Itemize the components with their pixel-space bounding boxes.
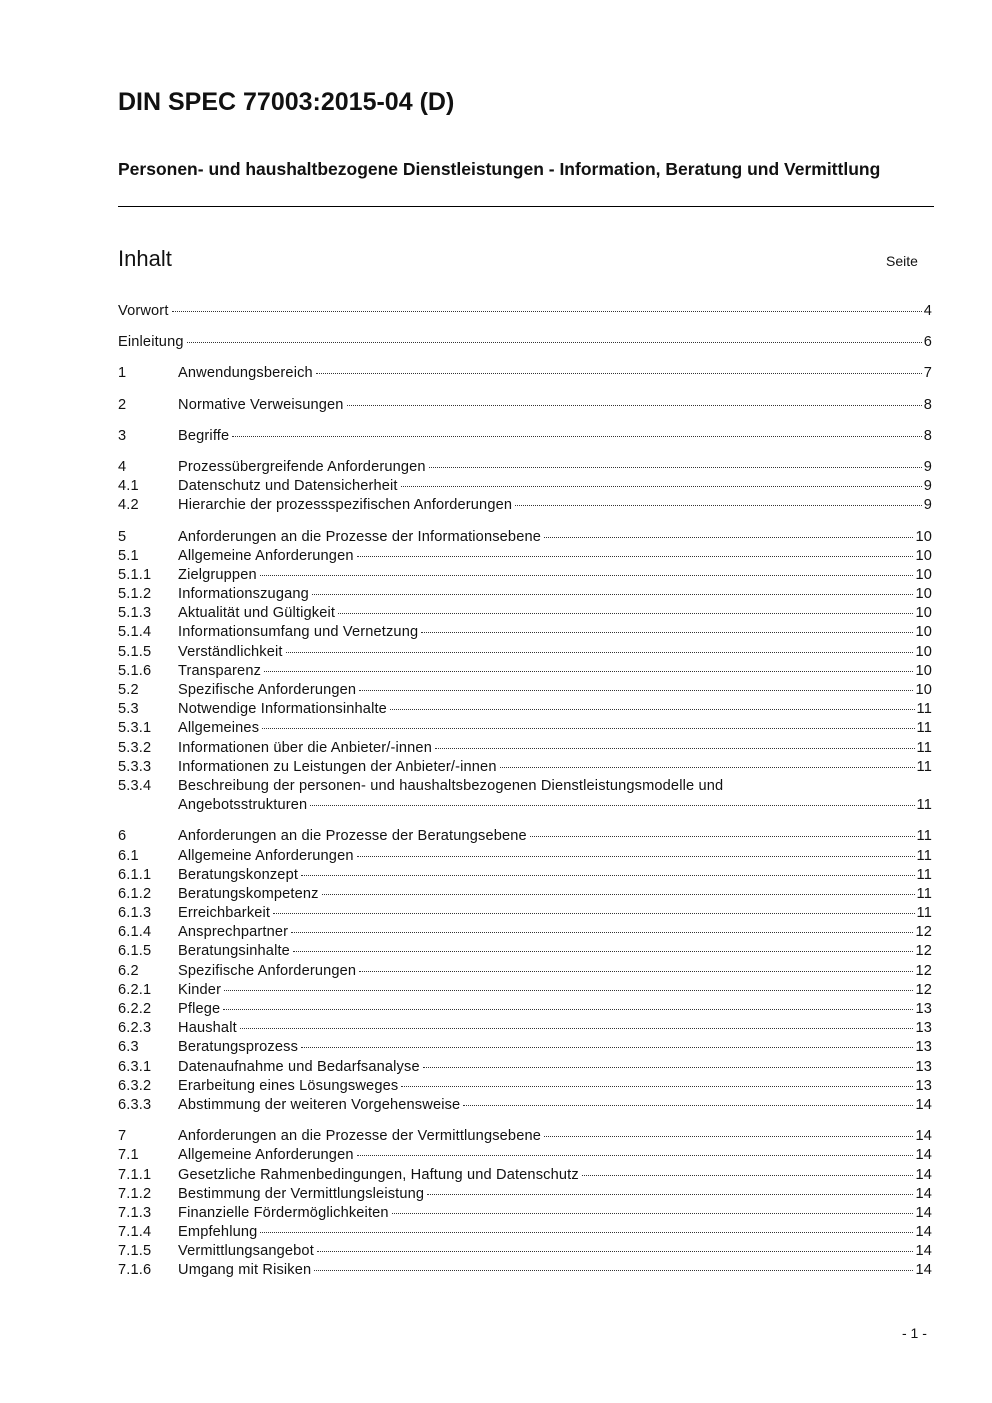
toc-entry-number: 6.1.4 [118,924,152,941]
toc-entry-number: 5.1.5 [118,643,152,660]
dot-leader [301,875,915,876]
toc-entry-title-row [178,885,932,904]
dot-leader [224,990,913,991]
toc-entry-number: 5.3.1 [118,720,152,737]
dot-leader [359,690,913,691]
toc-entry-number: 3 [118,427,127,444]
toc-entry[interactable] [118,866,932,885]
toc-entry[interactable] [118,1096,932,1115]
dot-leader [187,342,922,343]
toc-entry-page: 13 [915,1001,932,1017]
toc-entry-number: 5.1.1 [118,566,152,583]
toc-entry-title: Zielgruppen [178,566,257,583]
toc-entry-title: Datenaufnahme und Bedarfsanalyse [178,1058,420,1075]
toc-entry-title: Beratungsinhalte [178,943,290,960]
toc-entry-title-row [178,643,932,662]
dot-leader [316,373,922,374]
toc-entry[interactable] [118,662,932,681]
toc-entry-title-row [178,758,932,777]
toc-entry-number: 5.1 [118,547,139,564]
dot-leader [286,652,914,653]
toc-entry[interactable] [118,1019,932,1038]
toc-entry-number: 5.1.3 [118,605,152,622]
toc-entry-page: 11 [916,885,932,902]
toc-entry[interactable] [118,923,932,942]
toc-entry-number: 6.1.3 [118,905,152,922]
toc-entry-number: 5.3.4 [118,777,152,794]
toc-entry-number: 6.3.2 [118,1077,152,1094]
dot-leader [357,556,914,557]
dot-leader [401,486,922,487]
toc-entry-title-continuation [178,796,932,815]
toc-entry[interactable] [118,1127,932,1146]
toc-group [118,333,932,352]
toc-entry-title-row [178,364,932,383]
toc-entry[interactable] [118,1058,932,1077]
toc-entry-title-row [178,739,932,758]
toc-entry[interactable] [118,528,932,547]
toc-entry-title: Allgemeine Anforderungen [178,847,354,864]
toc-entry[interactable] [118,758,932,777]
toc-entry-page: 14 [915,1262,932,1279]
dot-leader [260,1232,913,1233]
toc-entry[interactable] [118,1242,932,1261]
dot-leader [314,1270,913,1271]
toc-entry-page: 11 [916,797,932,814]
toc-entry[interactable] [118,566,932,585]
toc-entry-title-row [178,1242,932,1261]
toc-entry-number: 6.1.2 [118,885,152,902]
toc-entry[interactable] [118,364,932,383]
toc-entry-title: Erarbeitung eines Lösungsweges [178,1077,399,1094]
toc-entry[interactable] [118,302,932,321]
toc-entry-number: 6.1 [118,847,139,864]
dot-leader [421,632,913,633]
dot-leader [240,1028,914,1029]
toc-entry-number: 7.1.1 [118,1166,152,1183]
toc-entry-title-row [178,981,932,1000]
dot-leader [500,767,915,768]
dot-leader [359,971,913,972]
toc-entry-title-row [178,866,932,885]
toc-entry-number: 7.1.6 [118,1262,152,1279]
dot-leader [392,1213,914,1214]
page-number: - 1 - [902,1325,927,1341]
toc-entry-title: Normative Verweisungen [178,396,344,413]
toc-entry-number: 6.3 [118,1039,139,1056]
toc-entry-number: 5.3.3 [118,758,152,775]
toc-entry-title: Allgemeine Anforderungen [178,547,354,564]
toc-heading: Inhalt [118,246,172,271]
toc-entry[interactable] [118,739,932,758]
toc-entry[interactable] [118,1000,932,1019]
dot-leader [264,671,913,672]
toc-entry-page: 8 [923,427,932,444]
toc-entry-title-row [118,302,932,321]
toc-entry-title: Anforderungen an die Prozesse der Vermittlungsebene [178,1128,541,1145]
toc-entry-page: 12 [915,924,932,941]
toc-entry[interactable] [118,1077,932,1096]
toc-entry-page: 6 [923,334,932,351]
toc-entry[interactable] [118,1223,932,1242]
toc-entry-title: Informationsumfang und Vernetzung [178,624,419,641]
toc-entry[interactable] [118,643,932,662]
toc-entry-title-row [178,1077,932,1096]
toc-entry-title-row [178,1038,932,1057]
toc-entry-page: 11 [916,828,932,845]
toc-group [118,427,932,446]
toc-entry[interactable] [118,458,932,477]
toc-entry[interactable] [118,942,932,961]
toc-entry-title: Begriffe [178,427,230,444]
toc-entry[interactable] [118,585,932,604]
toc-group [118,364,932,383]
toc-entry-title-row [178,1000,932,1019]
toc-entry[interactable] [118,827,932,846]
toc-entry-page: 10 [915,605,932,622]
toc-entry-title-row [178,847,932,866]
toc-entry[interactable] [118,333,932,352]
toc-entry-title: Gesetzliche Rahmenbedingungen, Haftung und Datenschutz [178,1166,579,1183]
dot-leader [390,709,915,710]
toc-entry-title-row [118,333,932,352]
toc-entry-page: 12 [915,962,932,979]
toc-entry-title-row [178,396,932,415]
toc-entry-number: 6.2.1 [118,981,152,998]
toc-entry-title-row [178,700,932,719]
dot-leader [423,1067,914,1068]
toc-entry-page: 10 [915,624,932,641]
toc-entry-page: 10 [915,547,932,564]
toc-entry-title: Beschreibung der personen- und haushaltsbezogenen Dienstleistungsmodelle und [178,777,724,794]
toc-entry-title: Ansprechpartner [178,924,289,941]
toc-entry-title: Notwendige Informationsinhalte [178,701,387,718]
toc-entry-title: Vermittlungsangebot [178,1243,314,1260]
toc-entry[interactable] [118,496,932,515]
toc-entry-title: Vorwort [118,303,169,319]
toc-entry[interactable] [118,1166,932,1185]
toc-entry-title-row [178,923,932,942]
toc-entry-number: 1 [118,365,127,382]
toc-entry-page: 14 [915,1224,932,1241]
toc-entry-page: 11 [916,905,932,922]
toc-entry-number: 5.1.2 [118,586,152,603]
toc-entry-title-row [178,496,932,515]
toc-entry-title: Informationen zu Leistungen der Anbieter/-innen [178,758,497,775]
dot-leader [301,1047,913,1048]
toc-group [118,528,932,816]
document-subtitle: Personen- und haushaltbezogene Dienstleistungen - Information, Beratung und Vermittlung [118,159,881,179]
toc-entry-number: 6.3.1 [118,1058,152,1075]
toc-entry-title-row [178,604,932,623]
toc-entry-number: 5.1.4 [118,624,152,641]
toc-entry-title-row [178,477,932,496]
toc-entry-title: Haushalt [178,1020,237,1037]
toc-entry-title-row [178,904,932,923]
toc-entry[interactable] [118,477,932,496]
toc-entry-title-row [178,962,932,981]
toc-entry-title-row [178,827,932,846]
toc-entry-title: Allgemeines [178,720,260,737]
toc-entry[interactable] [118,981,932,1000]
toc-entry-title-row [178,528,932,547]
toc-entry-title: Erreichbarkeit [178,905,271,922]
toc-entry-title-row [178,1127,932,1146]
toc-entry[interactable] [118,1185,932,1204]
toc-entry-number: 6.1.1 [118,866,152,883]
toc-entry-page: 4 [923,303,932,319]
toc-entry-page: 13 [915,1020,932,1037]
toc-entry-page: 13 [915,1077,932,1094]
toc-entry[interactable] [118,396,932,415]
dot-leader [260,575,914,576]
toc-entry-number: 4 [118,458,127,475]
toc-entry-number: 4.1 [118,478,139,495]
dot-leader [357,1155,914,1156]
toc-entry-number: 7.1.2 [118,1185,152,1202]
toc-entry-page: 10 [915,643,932,660]
toc-entry-title: Hierarchie der prozessspezifischen Anforderungen [178,497,513,514]
toc-entry[interactable] [118,1146,932,1165]
toc-entry-title: Anforderungen an die Prozesse der Beratungsebene [178,828,527,845]
toc-group [118,302,932,321]
toc-entry-title: Einleitung [118,334,184,351]
toc-entry-page: 11 [916,720,932,737]
toc-entry-page: 13 [915,1039,932,1056]
toc-entry-page: 7 [923,365,932,382]
dot-leader [544,1136,913,1137]
toc-entry-page: 10 [915,662,932,679]
dot-leader [515,505,922,506]
toc-entry-title: Pflege [178,1001,221,1017]
dot-leader [262,728,914,729]
toc-entry-page: 14 [915,1147,932,1164]
toc-entry-title-row [178,1096,932,1115]
dot-leader [322,894,915,895]
toc-entry-page: 10 [915,566,932,583]
toc-entry-title-row [178,1146,932,1165]
toc-entry-number: 7.1.5 [118,1243,152,1260]
toc-entry-page: 11 [916,739,932,756]
toc-entry-page: 10 [915,682,932,698]
toc-entry-page: 14 [915,1204,932,1221]
toc-entry-number: 5 [118,528,127,545]
toc-entry-number: 5.3 [118,701,139,718]
toc-entry[interactable] [118,604,932,623]
dot-leader [310,805,914,806]
toc-entry-title: Anwendungsbereich [178,365,313,382]
title-divider [118,206,934,207]
toc-entry-title: Transparenz [178,662,262,679]
toc-entry-number: 5.1.6 [118,662,152,679]
document-title: DIN SPEC 77003:2015-04 (D) [118,88,455,116]
toc-entry-title: Beratungskonzept [178,866,299,883]
toc-entry-title: Informationszugang [178,586,309,603]
toc-entry-title: Umgang mit Risiken [178,1262,312,1279]
dot-leader [291,932,913,933]
toc-entry[interactable] [118,777,932,815]
toc-entry[interactable] [118,847,932,866]
toc-group [118,458,932,516]
toc-entry-title-row [178,662,932,681]
toc-entry-title: Anforderungen an die Prozesse der Informationsebene [178,528,541,545]
toc-entry[interactable] [118,427,932,446]
toc-entry-number: 7.1.4 [118,1224,152,1241]
toc-entry[interactable] [118,885,932,904]
toc-entry-page: 10 [915,586,932,603]
toc-entry[interactable] [118,904,932,923]
toc-entry[interactable] [118,1038,932,1057]
toc-entry-page: 12 [915,943,932,960]
toc-entry-page: 14 [915,1166,932,1183]
toc-entry-title-row [178,585,932,604]
toc-entry[interactable] [118,1204,932,1223]
toc-entry-number: 5.2 [118,682,139,698]
toc-group [118,827,932,1115]
toc-entry-title-row [178,1261,932,1280]
dot-leader [347,405,922,406]
toc-entry-title: Spezifische Anforderungen [178,962,357,979]
toc-entry-title-block [178,777,932,815]
toc-entry[interactable] [118,681,932,700]
toc-entry-number: 6.2 [118,962,139,979]
toc-entry-page: 9 [923,458,932,475]
toc-entry-title: Empfehlung [178,1224,258,1241]
toc-entry-number: 6.3.3 [118,1096,152,1113]
toc-entry-title-row [178,942,932,961]
dot-leader [582,1175,914,1176]
dot-leader [223,1009,913,1010]
toc-entry-number: 6 [118,828,127,845]
toc-entry-page: 11 [916,847,932,864]
toc-entry-title: Kinder [178,981,222,998]
dot-leader [435,748,915,749]
toc-page-column-label: Seite [886,253,918,269]
toc-entry-title: Spezifische Anforderungen [178,682,357,698]
toc-entry-title-row [178,1166,932,1185]
toc-entry[interactable] [118,1261,932,1280]
dot-leader [293,951,914,952]
toc-entry-page: 14 [915,1096,932,1113]
toc-entry[interactable] [118,623,932,642]
toc-entry-title-row [178,1223,932,1242]
dot-leader [357,856,915,857]
toc-entry-number: 7.1 [118,1147,139,1164]
toc-entry[interactable] [118,962,932,981]
toc-entry-number: 6.1.5 [118,943,152,960]
toc-entry-title-row [178,1185,932,1204]
toc-entry-page: 12 [915,981,932,998]
toc-entry-page: 14 [915,1185,932,1202]
toc-entry-title: Finanzielle Fördermöglichkeiten [178,1204,389,1221]
dot-leader [232,436,921,437]
dot-leader [317,1251,914,1252]
toc-entry-number: 6.2.2 [118,1001,152,1017]
dot-leader [338,613,913,614]
toc-entry-number: 7.1.3 [118,1204,152,1221]
toc-entry-title: Prozessübergreifende Anforderungen [178,458,426,475]
toc-entry-title: Beratungskompetenz [178,885,319,902]
dot-leader [429,467,922,468]
toc-entry-title: Allgemeine Anforderungen [178,1147,354,1164]
toc-entry[interactable] [118,547,932,566]
toc-entry-title-row [178,719,932,738]
toc-entry-page: 11 [916,758,932,775]
toc-entry-number: 5.3.2 [118,739,152,756]
toc-entry-page: 8 [923,396,932,413]
toc-entry-page: 13 [915,1058,932,1075]
toc-entry[interactable] [118,700,932,719]
toc-entry-title-row [178,547,932,566]
toc-group [118,396,932,415]
toc-entry-title: Datenschutz und Datensicherheit [178,478,398,495]
toc-entry-title-row [178,1204,932,1223]
toc-entry-title-row [178,427,932,446]
toc-entry-number: 6.2.3 [118,1020,152,1037]
dot-leader [401,1086,913,1087]
toc-entry-number: 4.2 [118,497,139,514]
toc-entry-page: 9 [923,478,932,495]
toc-entry-title-row [178,458,932,477]
toc-entry-title-row [178,623,932,642]
dot-leader [427,1194,913,1195]
toc-entry-title: Aktualität und Gültigkeit [178,605,336,622]
toc-entry-number: 7 [118,1128,127,1145]
dot-leader [463,1105,913,1106]
dot-leader [273,913,914,914]
toc-entry-page: 14 [915,1128,932,1145]
toc-entry-page: 10 [915,528,932,545]
dot-leader [312,594,914,595]
toc-entry-page: 9 [923,497,932,514]
toc-entry-title-row [178,681,932,700]
toc-entry[interactable] [118,719,932,738]
toc-entry-title-row [178,1058,932,1077]
dot-leader [544,537,913,538]
toc-group [118,1127,932,1281]
table-of-contents [118,302,932,1293]
toc-entry-title: Beratungsprozess [178,1039,299,1056]
toc-entry-title: Verständlichkeit [178,643,283,660]
dot-leader [172,311,922,312]
toc-entry-title-row [178,566,932,585]
toc-entry-title: Bestimmung der Vermittlungsleistung [178,1185,425,1202]
toc-entry-title: Abstimmung der weiteren Vorgehensweise [178,1096,461,1113]
toc-entry-page: 14 [915,1243,932,1260]
dot-leader [530,836,915,837]
toc-entry-title-line2: Angebotsstrukturen [178,797,308,814]
toc-entry-number: 2 [118,396,127,413]
toc-entry-title: Informationen über die Anbieter/-innen [178,739,432,756]
toc-entry-title-row [178,1019,932,1038]
toc-entry-page: 11 [916,701,932,718]
toc-entry-page: 11 [916,866,932,883]
